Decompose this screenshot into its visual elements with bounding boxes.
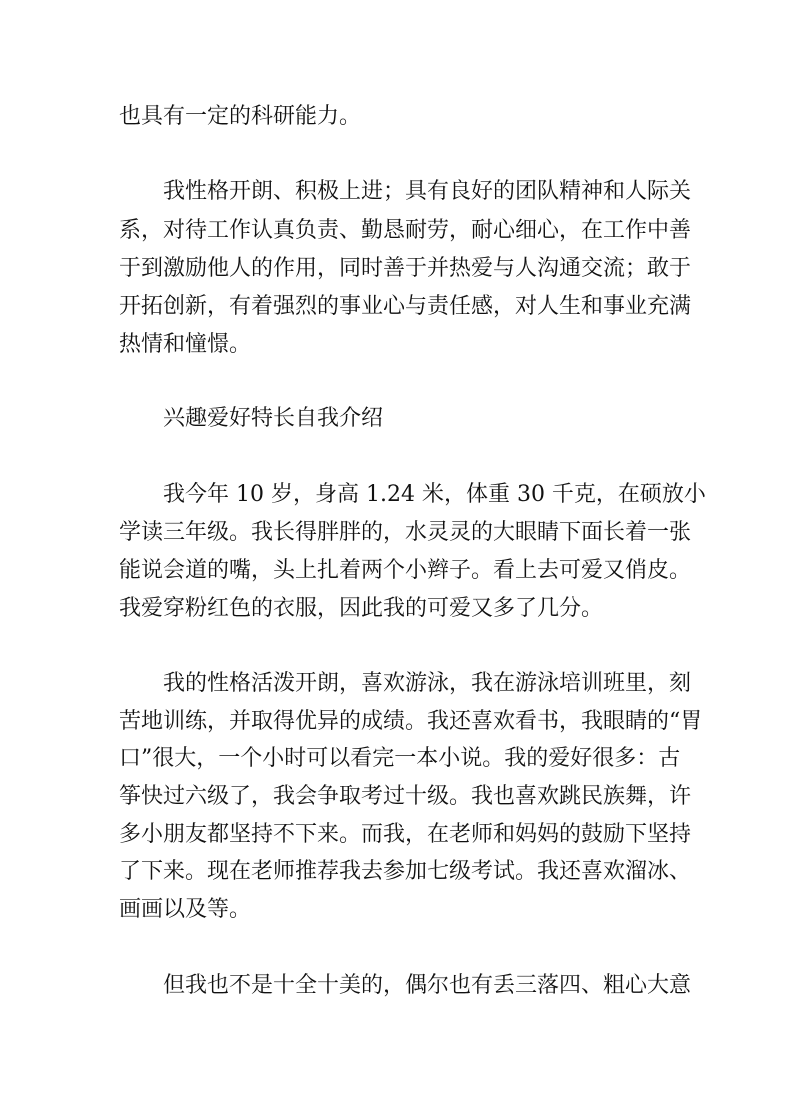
text-line: 也具有一定的科研能力。	[119, 104, 362, 129]
text-line: 我的性格活泼开朗，喜欢游泳，我在游泳培训班里，刻	[163, 671, 692, 696]
text-line: 我性格开朗、积极上进；具有良好的团队精神和人际关	[163, 179, 692, 204]
text-line: 画画以及等。	[119, 897, 252, 922]
text-line: 开拓创新，有着强烈的事业心与责任感，对人生和事业充满	[119, 294, 692, 319]
text-line: 苦地训练，并取得优异的成绩。我还喜欢看书，我眼睛的“胃	[119, 709, 703, 734]
text-line: 我爱穿粉红色的衣服，因此我的可爱又多了几分。	[119, 596, 604, 621]
text-line: 于到激励他人的作用，同时善于并热爱与人沟通交流；敢于	[119, 256, 692, 281]
text-line: 热情和憧憬。	[119, 332, 252, 357]
text-line: 筝快过六级了，我会争取考过十级。我也喜欢跳民族舞，许	[119, 784, 692, 809]
text-line: 系，对待工作认真负责、勤恳耐劳，耐心细心，在工作中善	[119, 218, 692, 243]
text-line: 学读三年级。我长得胖胖的，水灵灵的大眼睛下面长着一张	[119, 520, 692, 545]
text-line: 能说会道的嘴，头上扎着两个小辫子。看上去可爱又俏皮。	[119, 558, 692, 583]
text-line: 多小朋友都坚持不下来。而我，在老师和妈妈的鼓励下坚持	[119, 822, 692, 847]
text-line: 口”很大，一个小时可以看完一本小说。我的爱好很多：古	[119, 746, 681, 771]
heading-line: 兴趣爱好特长自我介绍	[163, 406, 384, 431]
text-line: 了下来。现在老师推荐我去参加七级考试。我还喜欢溜冰、	[119, 859, 692, 884]
text-line: 我今年 10 岁，身高 1.24 米，体重 30 千克，在硕放小	[163, 482, 706, 507]
text-line: 但我也不是十全十美的，偶尔也有丢三落四、粗心大意	[163, 973, 692, 998]
